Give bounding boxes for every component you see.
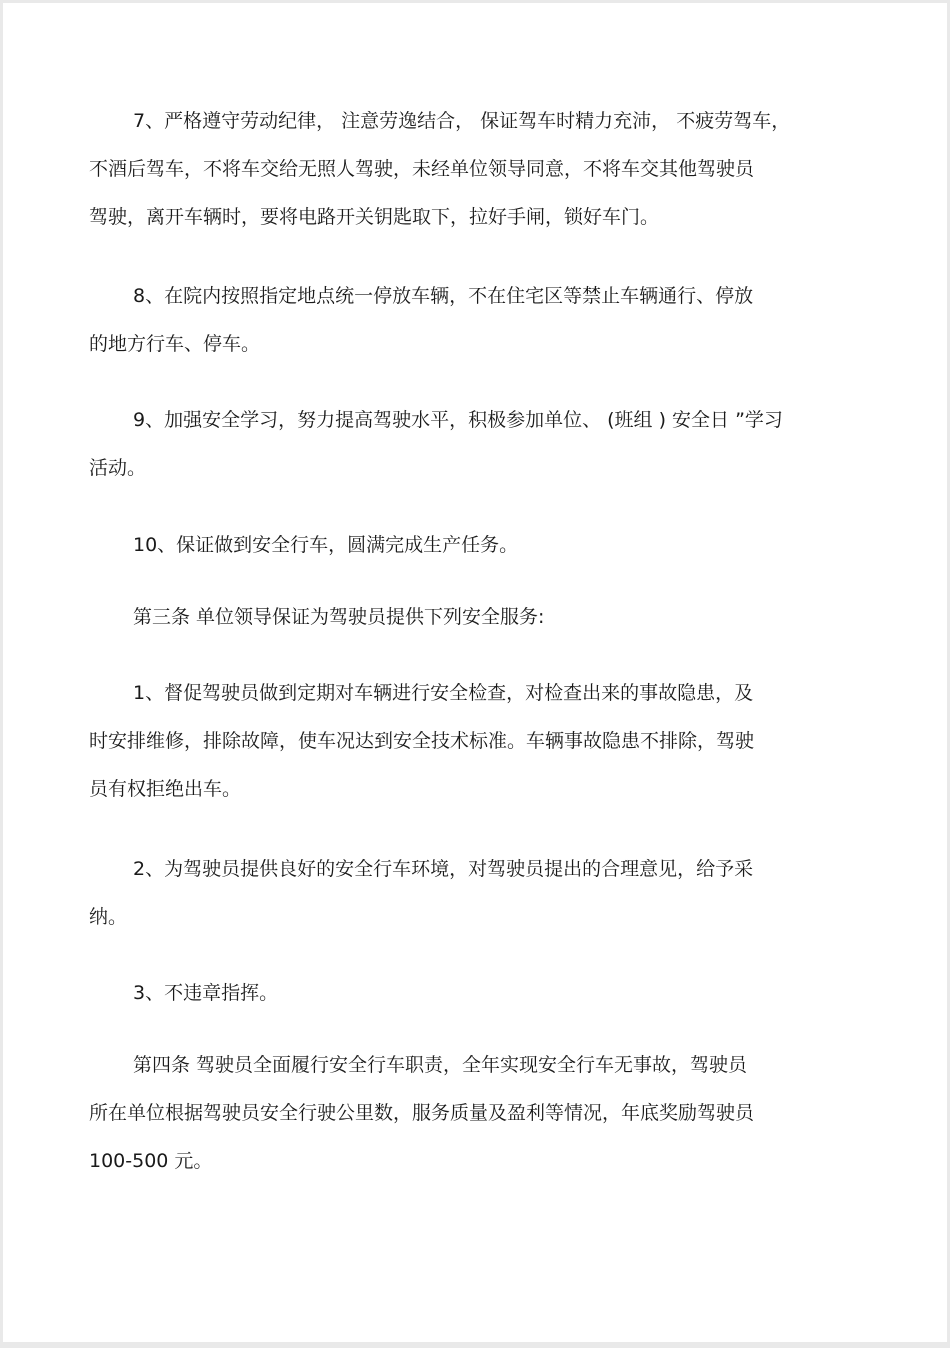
text-line: 驾驶，离开车辆时，要将电路开关钥匙取下，拉好手闸，锁好车门。 xyxy=(89,206,660,228)
text-line: 的地方行车、停车。 xyxy=(89,333,261,355)
paragraph-article-3 xyxy=(89,593,869,641)
text-line: 8、在院内按照指定地点统一停放车辆，不在住宅区等禁止车辆通行、停放 xyxy=(133,285,754,307)
paragraph-item-10 xyxy=(89,521,869,569)
document-page xyxy=(3,3,947,1342)
text-line: 7、严格遵守劳动纪律， 注意劳逸结合， 保证驾车时精力充沛， 不疲劳驾车， xyxy=(133,110,791,132)
text-line: 第三条 单位领导保证为驾驶员提供下列安全服务: xyxy=(133,606,545,628)
text-line: 所在单位根据驾驶员安全行驶公里数，服务质量及盈利等情况，年底奖励驾驶员 xyxy=(89,1102,755,1124)
paragraph-item-8 xyxy=(89,272,869,368)
paragraph-article-4 xyxy=(89,1041,869,1185)
text-line: 3、不违章指挥。 xyxy=(133,982,279,1004)
text-line: 2、为驾驶员提供良好的安全行车环境，对驾驶员提出的合理意见，给予采 xyxy=(133,858,754,880)
text-line: 100-500 元。 xyxy=(89,1150,213,1172)
text-line: 不酒后驾车，不将车交给无照人驾驶，未经单位领导同意，不将车交其他驾驶员 xyxy=(89,158,755,180)
text-line: 纳。 xyxy=(89,906,128,928)
text-line: 第四条 驾驶员全面履行安全行车职责，全年实现安全行车无事故，驾驶员 xyxy=(133,1054,748,1076)
text-line: 10、保证做到安全行车，圆满完成生产任务。 xyxy=(133,534,519,556)
text-line: 1、督促驾驶员做到定期对车辆进行安全检查，对检查出来的事故隐患，及 xyxy=(133,682,754,704)
text-line: 活动。 xyxy=(89,457,147,479)
text-line: 时安排维修，排除故障，使车况达到安全技术标准。车辆事故隐患不排除，驾驶 xyxy=(89,730,755,752)
paragraph-item-7 xyxy=(89,97,869,241)
paragraph-service-1 xyxy=(89,669,869,813)
paragraph-item-9 xyxy=(89,396,869,492)
text-line: 9、加强安全学习，努力提高驾驶水平，积极参加单位、 (班组 ) 安全日 ”学习 xyxy=(133,409,783,431)
text-line: 员有权拒绝出车。 xyxy=(89,778,242,800)
paragraph-service-3 xyxy=(89,969,869,1017)
paragraph-service-2 xyxy=(89,845,869,941)
